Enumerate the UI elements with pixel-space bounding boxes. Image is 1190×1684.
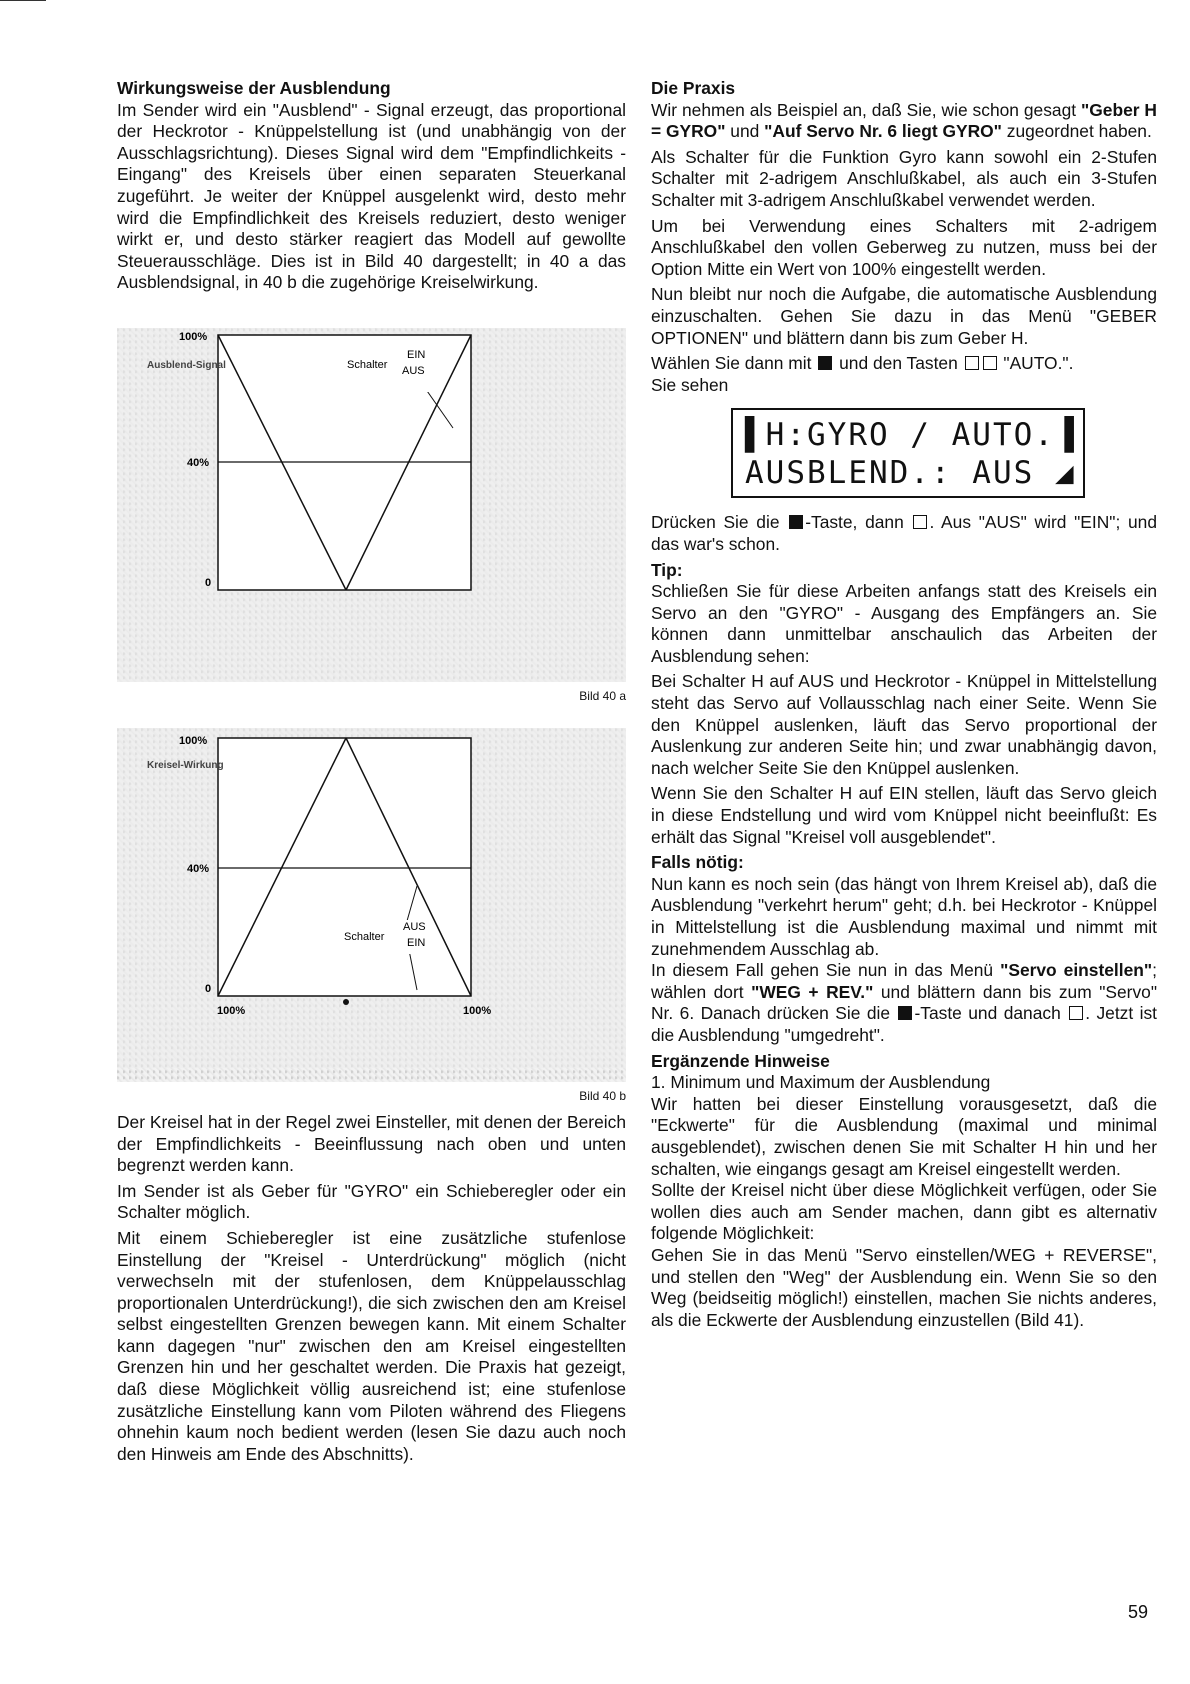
fig-b-y-bot: 0 [205, 982, 212, 995]
figure-40a-graphic [117, 328, 626, 682]
paragraph: Sie sehen [651, 374, 729, 395]
paragraph: Wir nehmen als Beispiel an, daß Sie, wie schon gesagt "Geber H = GYRO" und "Auf Servo Nr. 6 liegt GYRO" zugeordnet haben. [651, 99, 1157, 142]
select-key-icon [818, 356, 832, 370]
lcd-display [731, 408, 1085, 498]
lcd-line-1: ▌H:GYRO ∕ AUTO.▐ [745, 417, 1076, 454]
paragraph: Nun kann es noch sein (das hängt von Ihrem Kreisel ab), daß die Ausblendung "verkehrt herum" geht; d.h. bei Heckrotor - Knüppel in Mittelstellung ist die Ausblendung maximal und nimmt mit zunehmendem Ausschlag ab. [651, 873, 1157, 959]
fig-b-x-left: 100% [217, 1004, 246, 1017]
paragraph: Sollte der Kreisel nicht über diese Möglichkeit verfügen, oder Sie wollen dies auch am Sender machen, dann gibt es alternativ folgende Möglichkeit: [651, 1180, 1157, 1244]
paragraph: Der Kreisel hat in der Regel zwei Einsteller, mit denen der Bereich der Empfindlichkeits - Beeinflussung nach oben und unten begrenzt werden kann. [117, 1111, 626, 1176]
paragraph: Wir hatten bei dieser Einstellung vorausgesetzt, daß die "Eckwerte" für die Ausblendung (maximal und minimal ausgeblendet), zwischen denen Sie mit Schalter H hin und her schalten, wie eingangs gesagt am Kreisel eingestellt werden. [651, 1093, 1157, 1179]
page-number: 59 [1128, 1602, 1149, 1622]
section-heading-praxis: Die Praxis [651, 78, 736, 98]
right-column [651, 78, 1157, 1335]
confirm-key-icon [1069, 1006, 1083, 1020]
fig-a-ein: EIN [407, 348, 426, 361]
section-heading-ausblendung: Wirkungsweise der Ausblendung [117, 78, 391, 98]
paragraph: Mit einem Schieberegler ist eine zusätzliche stufenlose Einstellung der "Kreisel - Unterdrückung" möglich (nicht verwechseln mit der stufenlosen, dem Knüppelausschlag proportionalen Unterdrückung!), die sich zwischen den am Kreisel selbst eingestellten Grenzen bewegen kann. Mit einem Schalter kann dagegen "nur" zwischen den am Kreisel eingestellten Grenzen hin und her geschaltet werden. Die Praxis hat gezeigt, daß diese Möglichkeit völlig ausreichend ist; eine stufenlose zusätzliche Einstellung kann vom Piloten während des Fliegens ohnehin kaum noch bedient werden (lesen Sie dazu auch noch den Hinweis am Ende des Abschnitts). [117, 1227, 626, 1464]
minus-key-icon [983, 356, 997, 370]
paragraph: Um bei Verwendung eines Schalters mit 2-adrigem Anschlußkabel den vollen Geberweg zu nutzen, muss bei der Option Mitte ein Wert von 100% eingestellt werden. [651, 215, 1157, 279]
paragraph: 1. Minimum und Maximum der Ausblendung [651, 1072, 991, 1093]
fig-a-y-top: 100% [179, 330, 208, 343]
caption-bild-40a: Bild 40 a [579, 688, 626, 703]
top-rule [0, 0, 46, 1]
confirm-key-icon [913, 515, 927, 529]
paragraph: Schließen Sie für diese Arbeiten anfangs statt des Kreisels ein Servo an den "GYRO" - Ausgang des Empfängers an. Sie können dann unmittelbar anschaulich das Arbeiten der Ausblendung sehen: [651, 581, 1157, 666]
fig-b-x-right: 100% [463, 1004, 492, 1017]
paragraph: Wählen Sie dann mit und den Tasten "AUTO.". [651, 353, 1074, 374]
fig-b-y-label: Kreisel-Wirkung [147, 759, 224, 771]
paragraph: Gehen Sie in das Menü "Servo einstellen/WEG + REVERSE", und stellen den "Weg" der Ausblendung ein. Wenn Sie so den Weg (beidseitig möglich!) einstellen, machen Sie nichts anderes, als die Eckwerte der Ausblendung einzustellen (Bild 41). [651, 1244, 1157, 1330]
paragraph: Wenn Sie den Schalter H auf EIN stellen, läuft das Servo gleich in diese Endstellung und wird vom Knüppel nicht beeinflußt: Es erhält das Signal "Kreisel voll ausgeblendet". [651, 783, 1157, 847]
fig-b-ein: EIN [407, 936, 426, 949]
caption-bild-40b: Bild 40 b [579, 1088, 626, 1103]
section-heading-tip: Tip: [651, 559, 683, 580]
fig-a-schalter: Schalter [347, 358, 388, 371]
paragraph: Drücken Sie die -Taste, dann . Aus "AUS" wird "EIN"; und das war's schon. [651, 512, 1157, 554]
paragraph: Nun bleibt nur noch die Aufgabe, die automatische Ausblendung einzuschalten. Gehen Sie dazu in das Menü "GEBER OPTIONEN" und blättern dann bis zum Geber H. [651, 284, 1157, 348]
fig-a-y-mid: 40% [187, 456, 210, 469]
paragraph: Bei Schalter H auf AUS und Heckrotor - Knüppel in Mittelstellung steht das Servo auf Vollausschlag nach einer Seite. Wenn Sie den Knüppel auslenken, läuft das Servo proportional der Auslenkung zur anderen Seite hin; und zwar unabhängig davon, nach welcher Seite Sie den Knüppel auslenken. [651, 671, 1157, 778]
figure-40b-graphic [117, 728, 626, 1068]
paragraph: In diesem Fall gehen Sie nun in das Menü "Servo einstellen"; wählen dort "WEG + REV." und blättern dann bis zum "Servo" Nr. 6. Danach drücken Sie die -Taste und danach . Jetzt ist die Ausblendung "umgedreht". [651, 960, 1157, 1045]
fig-b-y-mid: 40% [187, 862, 210, 875]
paragraph: Im Sender wird ein "Ausblend" - Signal erzeugt, das proportional der Heckrotor - Knüppelstellung ist (und unabhängig von der Ausschlagsrichtung). Dieses Signal wird dem "Empfindlichkeits - Eingang" des Kreisels über einen separaten Steuerkanal zugeführt. Je weiter der Knüppel ausgelenkt wird, desto mehr wird die Empfindlichkeit des Kreisels reduziert, desto weniger wirkt er, und desto stärker reagiert das Modell auf gewollte Steuerausschläge. Dies ist in Bild 40 dargestellt; in 40 a das Ausblendsignal, in 40 b die zugehörige Kreiselwirkung. [117, 99, 626, 293]
plus-key-icon [965, 356, 979, 370]
back-key-icon [898, 1006, 912, 1020]
section-heading-ergaenzende-hinweise: Ergänzende Hinweise [651, 1050, 830, 1071]
figure-40a [117, 328, 626, 682]
fig-b-schalter: Schalter [344, 930, 385, 943]
fig-b-y-top: 100% [179, 734, 208, 747]
fig-a-y-label: Ausblend-Signal [147, 359, 226, 371]
fig-a-y-bot: 0 [205, 576, 212, 589]
paragraph: Im Sender ist als Geber für "GYRO" ein Schieberegler oder ein Schalter möglich. [117, 1180, 626, 1223]
figure-40b [117, 728, 626, 1082]
fig-b-aus: AUS [403, 920, 426, 933]
enter-key-icon [789, 515, 803, 529]
fig-a-aus: AUS [402, 364, 425, 377]
left-column [117, 78, 626, 1469]
section-heading-falls-noetig: Falls nötig: [651, 852, 744, 873]
paragraph: Als Schalter für die Funktion Gyro kann sowohl ein 2-Stufen Schalter mit 2-adrigem Anschlußkabel, als auch ein 3-Stufen Schalter mit 3-adrigem Anschlußkabel verwendet werden. [651, 146, 1157, 210]
lcd-line-2: AUSBLEND.: AUS ◢ [745, 455, 1076, 492]
